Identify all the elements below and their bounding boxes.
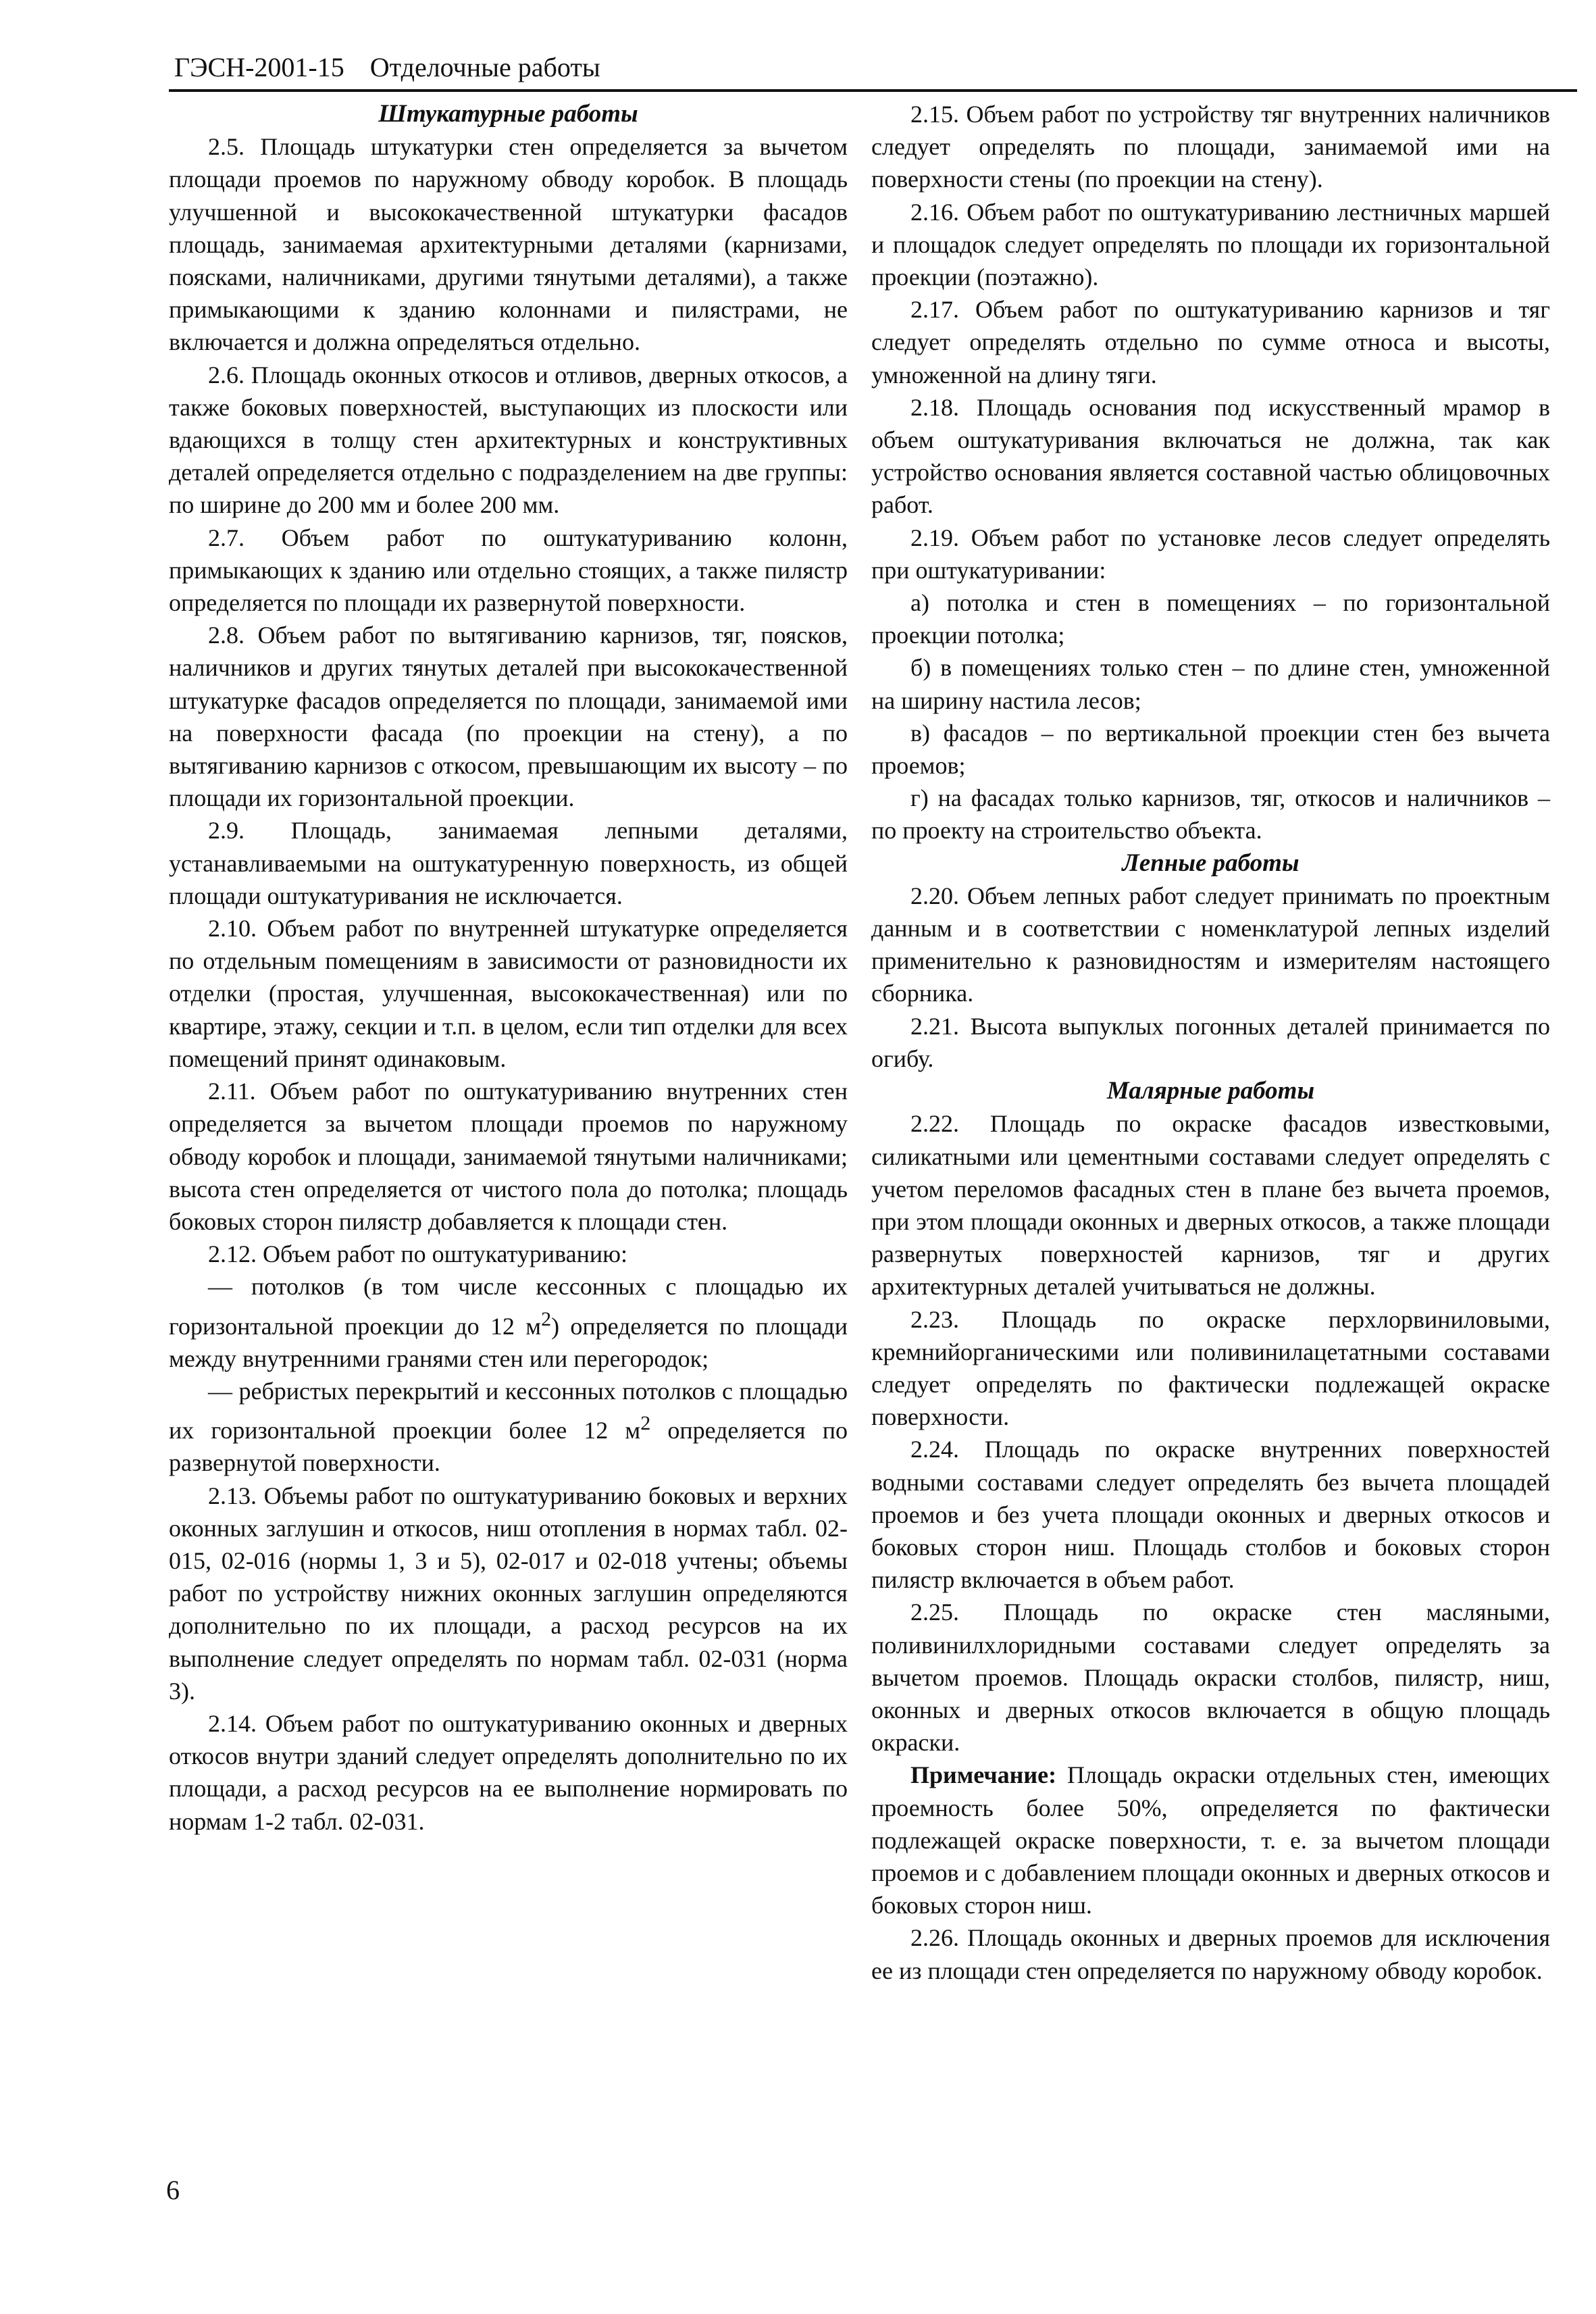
paragraph-2-9: 2.9. Площадь, занимаемая лепными деталями, устанавливаемыми на оштукатуренную поверхность, из общей площади оштукатуривания не исключается.: [169, 817, 848, 909]
item-ribbed-text: — ребристых перекрытий и кессонных потолков с площадью их горизонтальной проекции более 12 м: [169, 1377, 848, 1444]
item-ribbed-text-end: определяется по развернутой поверхности.: [169, 1417, 848, 1477]
paragraph-2-12: 2.12. Объем работ по оштукатуриванию:: [208, 1240, 628, 1268]
section-title: Отделочные работы: [369, 52, 600, 82]
header-rule: [169, 89, 1577, 92]
standard-code: ГЭСН-2001-15: [174, 52, 344, 82]
paragraph-2-11: 2.11. Объем работ по оштукатуриванию внутренних стен определяется за вычетом площади проемов по наружному обводу коробок и площади, занимаемой тянутыми наличниками; высота стен определяется от чистого пола до потолка; площадь боковых сторон пилястр добавляется к площади стен.: [169, 1078, 848, 1235]
paragraph-2-17: 2.17. Объем работ по оштукатуриванию карнизов и тяг следует определять отдельно по сумме относа и высоты, умноженной на длину тяги.: [871, 296, 1550, 388]
superscript-2: 2: [541, 1307, 552, 1330]
heading-painting: Малярные работы: [1106, 1077, 1315, 1105]
paragraph-2-16: 2.16. Объем работ по оштукатуриванию лестничных маршей и площадок следует определять по площади их горизонтальной проекции (поэтажно).: [871, 198, 1550, 291]
paragraph-2-14: 2.14. Объем работ по оштукатуриванию оконных и дверных откосов внутри зданий следует определять дополнительно по их площади, а расход ресурсов на ее выполнение нормировать по нормам 1-2 табл. 02-031.: [169, 1709, 848, 1835]
paragraph-2-26: 2.26. Площадь оконных и дверных проемов для исключения ее из площади стен определяется по наружному обводу коробок.: [871, 1924, 1550, 1984]
item-ceilings-text-end: ) определяется по площади между внутренними гранями стен или перегородок;: [169, 1312, 848, 1372]
running-header: [174, 49, 1508, 86]
left-column: [169, 98, 848, 1838]
paragraph-2-12-item-ceilings: [169, 1270, 848, 1375]
heading-plastering: Штукатурные работы: [378, 100, 638, 128]
paragraph-2-22: 2.22. Площадь по окраске фасадов известковыми, силикатными или цементными составами следует определять с учетом переломов фасадных стен в плане без вычета проемов, при этом площади оконных и дверных откосов, а также площади развернутых поверхностей карнизов, тяг и других архитектурных деталей учитываться не должны.: [871, 1110, 1550, 1301]
superscript-2: 2: [640, 1412, 651, 1435]
paragraph-2-10: 2.10. Объем работ по внутренней штукатурке определяется по отдельным помещениям в зависимости от разновидности их отделки (простая, улучшенная, высококачественная) или по квартире, этажу, секции и т.п. в целом, если тип отделки для всех помещений принят одинаковым.: [169, 915, 848, 1072]
note-label: Примечание:: [910, 1761, 1057, 1789]
paragraph-2-25: 2.25. Площадь по окраске стен масляными, поливинилхлоридными составами следует определять за вычетом проемов. Площадь окраски столбов, пилястр, ниш, оконных и дверных откосов включается в общую площадь окраски.: [871, 1599, 1550, 1757]
note-paragraph: [871, 1759, 1550, 1921]
item-ceilings-text: — потолков (в том числе кессонных с площадью их горизонтальной проекции до 12 м: [169, 1273, 848, 1340]
paragraph-2-19: 2.19. Объем работ по установке лесов следует определять при оштукатуривании:: [871, 524, 1550, 584]
note-text: Площадь окраски отдельных стен, имеющих проемность более 50%, определяется по фактически подлежащей окраске поверхности, т. е. за вычетом площади проемов и с добавлением площади оконных и дверных откосов и боковых сторон ниш.: [871, 1761, 1550, 1919]
paragraph-2-19-v: в) фасадов – по вертикальной проекции стен без вычета проемов;: [871, 719, 1550, 780]
paragraph-2-8: 2.8. Объем работ по вытягиванию карнизов, тяг, поясков, наличников и других тянутых деталей при высококачественной штукатурке фасадов определяется по площади, занимаемой ими на поверхности фасада (по проекции на стену), а по вытягиванию карнизов с откосом, превышающим их высоту – по площади их горизонтальной проекции.: [169, 622, 848, 812]
paragraph-2-23: 2.23. Площадь по окраске перхлорвиниловыми, кремнийорганическими или поливинилацетатными составами следует определять по фактически подлежащей окраске поверхности.: [871, 1305, 1550, 1431]
paragraph-2-19-a: а) потолка и стен в помещениях – по горизонтальной проекции потолка;: [871, 589, 1550, 649]
paragraph-2-20: 2.20. Объем лепных работ следует принимать по проектным данным и в соответствии с номенклатурой лепных изделий применительно к разновидностям и измерителям настоящего сборника.: [871, 882, 1550, 1007]
heading-molding: Лепные работы: [1122, 849, 1299, 877]
paragraph-2-15: 2.15. Объем работ по устройству тяг внутренних наличников следует определять по площади, занимаемой ими на поверхности стены (по проекции на стену).: [871, 101, 1550, 193]
paragraph-2-19-b: б) в помещениях только стен – по длине стен, умноженной на ширину настила лесов;: [871, 654, 1550, 714]
page-number: 6: [166, 2175, 180, 2205]
right-column: [871, 98, 1550, 1987]
paragraph-2-5: 2.5. Площадь штукатурки стен определяется за вычетом площади проемов по наружному обводу коробок. В площадь улучшенной и высококачественной штукатурки фасадов площадь, занимаемая архитектурными деталями (карнизами, поясками, наличниками, другими тянутыми деталями), а также примыкающими к зданию колоннами и пилястрами, не включается и должна определяться отдельно.: [169, 133, 848, 356]
paragraph-2-7: 2.7. Объем работ по оштукатуриванию колонн, примыкающих к зданию или отдельно стоящих, а также пилястр определяется по площади их развернутой поверхности.: [169, 524, 848, 617]
paragraph-2-21: 2.21. Высота выпуклых погонных деталей принимается по огибу.: [871, 1012, 1550, 1072]
paragraph-2-19-g: г) на фасадах только карнизов, тяг, откосов и наличников – по проекту на строительство объекта.: [871, 784, 1550, 845]
paragraph-2-24: 2.24. Площадь по окраске внутренних поверхностей водными составами следует определять без вычета площадей проемов и без учета площади оконных и дверных откосов и боковых сторон ниш. Площадь столбов и боковых сторон пилястр включается в объем работ.: [871, 1436, 1550, 1594]
paragraph-2-12-item-ribbed: [169, 1375, 848, 1480]
paragraph-2-6: 2.6. Площадь оконных откосов и отливов, дверных откосов, а также боковых поверхностей, выступающих из плоскости или вдающихся в толщу стен архитектурных и конструктивных деталей определяется отдельно с подразделением на две группы: по ширине до 200 мм и более 200 мм.: [169, 361, 848, 519]
paragraph-2-13: 2.13. Объемы работ по оштукатуриванию боковых и верхних оконных заглушин и откосов, ниш отопления в нормах табл. 02-015, 02-016 (нормы 1, 3 и 5), 02-017 и 02-018 учтены; объемы работ по устройству нижних оконных заглушин определяются дополнительно по их площади, а расход ресурсов на их выполнение следует определять по нормам табл. 02-031 (норма 3).: [169, 1482, 848, 1705]
paragraph-2-18: 2.18. Площадь основания под искусственный мрамор в объем оштукатуривания включаться не должна, так как устройство основания является составной частью облицовочных работ.: [871, 393, 1550, 519]
